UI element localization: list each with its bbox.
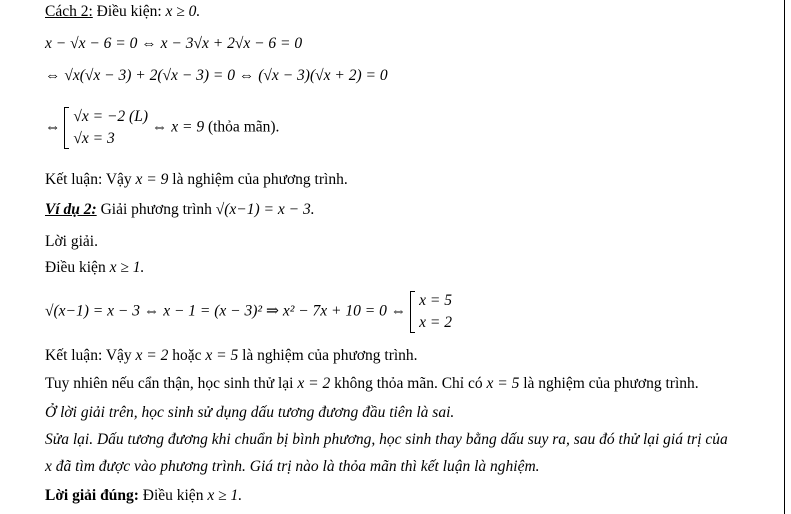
page-border — [784, 0, 785, 514]
example-2-text: Giải phương trình — [100, 201, 212, 218]
however-math-1: x = 2 — [297, 375, 331, 392]
however-math-2: x = 5 — [486, 375, 520, 392]
system-brace-2 — [410, 290, 452, 334]
conclusion-1-prefix: Kết luận: Vậy — [45, 171, 132, 188]
system-2-row-2: x = 2 — [419, 314, 452, 331]
equation-3-note: (thỏa mãn). — [207, 118, 280, 136]
conclusion-1-math: x = 9 — [135, 171, 169, 188]
equation-3-result: ⇔ x = 9 — [151, 118, 205, 136]
conclusion-1-suffix: là nghiệm của phương trình. — [172, 171, 348, 188]
italic-note-2: Sửa lại. Dấu tương đương khi chuẩn bị bình phương, học sinh thay bằng dấu suy ra, sau đó thử lại giá trị của — [45, 431, 728, 448]
cach2-math: x ≥ 0. — [165, 3, 201, 20]
system-1-row-2: √x = 3 — [73, 130, 115, 147]
conclusion-2 — [45, 346, 418, 366]
however-c: là nghiệm của phương trình. — [523, 375, 699, 392]
cach2-line — [45, 2, 200, 22]
equation-4-main: √(x−1) = x − 3 ⇔ x − 1 = (x − 3)² ⇒ x² − 7x + 10 = 0 ⇔ — [45, 302, 407, 320]
equation-4 — [45, 290, 452, 334]
example-2-line — [45, 200, 315, 220]
system-1-row-1: √x = −2 (L) — [73, 108, 148, 125]
conclusion-2-prefix: Kết luận: Vậy — [45, 347, 132, 364]
italic-note-1: Ở lời giải trên, học sinh sử dụng dấu tương đương đầu tiên là sai. — [45, 404, 455, 421]
correct-solution-text: Điều kiện — [142, 487, 204, 504]
correct-solution-math: x ≥ 1. — [207, 487, 243, 504]
example-2-label: Ví dụ 2: — [45, 201, 97, 218]
conclusion-2-math-2: x = 5 — [205, 347, 239, 364]
equation-1: x − √x − 6 = 0 ⇔ x − 3√x + 2√x − 6 = 0 — [45, 35, 303, 52]
equation-2: ⇔ √x(√x − 3) + 2(√x − 3) = 0 ⇔ (√x − 3)(√x + 2) = 0 — [45, 67, 388, 84]
solution-heading: Lời giải. — [45, 233, 98, 250]
cach2-condition: Điều kiện: — [96, 3, 162, 20]
example-2-math: √(x−1) = x − 3. — [215, 201, 315, 218]
equation-3: ⇔ √x = −2 (L) √x = 3 ⇔ x = 9 (thỏa mãn). — [45, 106, 279, 150]
conclusion-2-math-1: x = 2 — [135, 347, 169, 364]
however-line — [45, 374, 699, 394]
however-a: Tuy nhiên nếu cẩn thận, học sinh thử lại — [45, 375, 294, 392]
condition-line — [45, 258, 144, 278]
however-b: không thỏa mãn. Chỉ có — [334, 375, 483, 392]
correct-solution-label: Lời giải đúng: — [45, 487, 139, 504]
condition-math: x ≥ 1. — [109, 259, 145, 276]
cach2-label: Cách 2: — [45, 3, 93, 20]
conclusion-2-suffix: là nghiệm của phương trình. — [242, 347, 418, 364]
italic-note-3: x đã tìm được vào phương trình. Giá trị nào là thỏa mãn thì kết luận là nghiệm. — [45, 458, 540, 475]
system-brace-1 — [64, 106, 148, 150]
conclusion-2-mid: hoặc — [172, 347, 202, 364]
system-2-row-1: x = 5 — [419, 292, 452, 309]
condition-text: Điều kiện — [45, 259, 106, 276]
correct-solution-line — [45, 486, 242, 506]
conclusion-1 — [45, 170, 348, 190]
